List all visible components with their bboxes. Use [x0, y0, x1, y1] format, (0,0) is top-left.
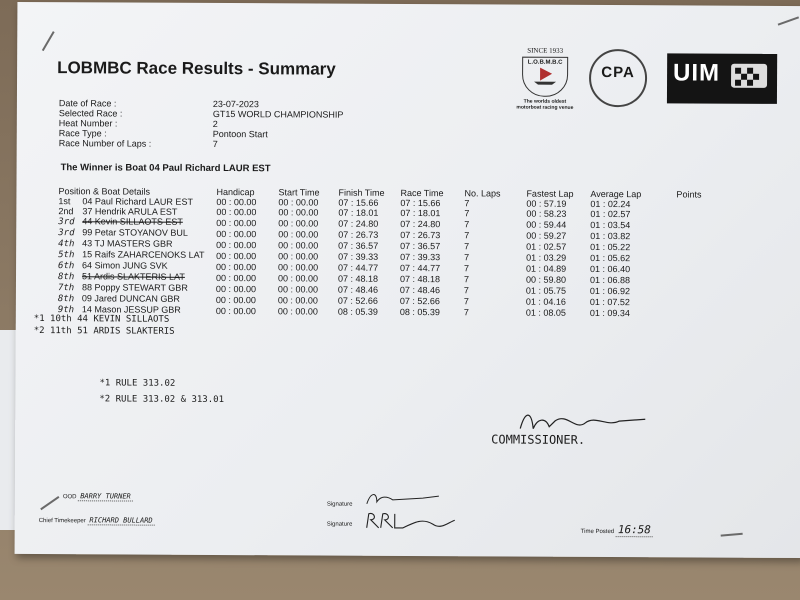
uim-logo: UIM [667, 53, 777, 104]
position-label: 8th [57, 294, 75, 305]
position-label: 2nd [58, 206, 74, 217]
laps-cell: 7 [464, 262, 470, 273]
handicap-cell: 00 : 00.00 [216, 250, 257, 261]
results-body [58, 196, 717, 318]
points-cell [676, 230, 716, 241]
boat-label: 51 Ardis SLAKTERIS LAT [81, 271, 185, 282]
laps-cell: 7 [464, 229, 470, 240]
fastest-cell: 01 : 04.89 [526, 263, 567, 274]
start-cell: 00 : 00.00 [278, 217, 319, 229]
boat-label: 15 Raifs ZAHARCENOKS LAT [82, 249, 205, 260]
points-cell [676, 274, 716, 285]
points-cell [676, 199, 716, 209]
staple-bottom-right [721, 533, 743, 537]
boat-flag-icon [530, 66, 560, 86]
finish-cell: 07 : 15.66 [338, 197, 379, 208]
finish-cell: 07 : 52.66 [337, 295, 378, 306]
boat-label: 44 Kevin SILLAOTS EST [82, 216, 183, 227]
handwritten-row-10: *1 10th 44 KEVIN SILLAOTS [33, 314, 170, 325]
col-header: Finish Time [338, 187, 385, 198]
start-cell: 00 : 00.00 [278, 239, 319, 251]
commissioner-label: COMMISSIONER. [491, 432, 586, 447]
col-header: Position & Boat Details [58, 186, 151, 197]
position-boat-cell [58, 282, 216, 294]
points-cell [676, 252, 716, 263]
handicap-cell: 00 : 00.00 [216, 228, 257, 239]
start-cell: 00 : 00.00 [278, 261, 319, 273]
position-label: 3rd [58, 217, 75, 228]
points-cell [676, 263, 716, 274]
fastest-cell: 00 : 58.23 [526, 208, 567, 219]
average-cell: 01 : 03.54 [590, 219, 631, 230]
position-label: 8th [57, 272, 75, 283]
average-cell: 01 : 06.40 [590, 263, 631, 274]
commissioner-signature [515, 409, 655, 436]
start-cell: 00 : 00.00 [277, 272, 319, 284]
meta-row: Race Type : Pontoon Start [58, 128, 268, 140]
col-header: Race Time [400, 187, 444, 199]
start-cell: 00 : 00.00 [277, 294, 318, 306]
race-cell: 07 : 26.73 [400, 229, 441, 240]
handicap-cell: 00 : 00.00 [216, 206, 257, 218]
time-posted: Time Posted 16:58 [580, 523, 651, 537]
handicap-cell: 00 : 00.00 [215, 283, 257, 294]
fastest-cell: 00 : 59.80 [525, 274, 567, 285]
finish-cell: 07 : 48.46 [337, 284, 379, 295]
start-cell: 00 : 00.00 [278, 197, 319, 208]
col-header: Start Time [278, 187, 320, 198]
lobmbc-logo: SINCE 1933 L.O.B.M.B.C The worlds oldest motorboat racing venue [516, 46, 574, 111]
results-table [58, 186, 717, 318]
ood-line: OOD BARRY TURNER [62, 492, 131, 501]
boat-label: 64 Simon JUNG SVK [82, 260, 168, 271]
fastest-cell: 00 : 59.44 [526, 219, 567, 230]
handicap-cell: 00 : 00.00 [215, 294, 256, 305]
laps-cell: 7 [464, 198, 470, 209]
signature-2 [363, 510, 459, 533]
col-header: Fastest Lap [526, 188, 574, 199]
laps-cell: 7 [463, 273, 470, 284]
laps-cell: 7 [463, 284, 469, 295]
handicap-cell: 00 : 00.00 [216, 217, 257, 228]
average-cell: 01 : 09.34 [589, 307, 630, 318]
handicap-cell: 00 : 00.00 [215, 272, 257, 283]
staple-top-left [42, 31, 55, 51]
boat-label: 88 Poppy STEWART GBR [81, 282, 188, 293]
boat-label: 14 Mason JESSUP GBR [81, 304, 181, 315]
position-label: 4th [58, 239, 75, 250]
fastest-cell: 01 : 05.75 [525, 285, 567, 296]
handwritten-note-2: *2 RULE 313.02 & 313.01 [99, 394, 225, 406]
col-header: Average Lap [590, 188, 642, 200]
finish-cell: 07 : 48.18 [337, 273, 379, 284]
signature-1 [363, 490, 443, 508]
position-label: 7th [57, 283, 75, 294]
boat-label: 37 Hendrik ARULA EST [82, 206, 178, 217]
average-cell: 01 : 06.92 [589, 285, 631, 296]
laps-cell: 7 [464, 251, 470, 262]
position-boat-cell [58, 227, 216, 239]
laps-cell: 7 [463, 295, 469, 306]
finish-cell: 08 : 05.39 [337, 306, 378, 317]
fastest-cell: 01 : 02.57 [526, 241, 567, 252]
average-cell: 01 : 05.22 [590, 241, 631, 252]
finish-cell: 07 : 26.73 [338, 229, 379, 240]
race-cell: 07 : 39.33 [400, 251, 441, 262]
boat-label: 99 Petar STOYANOV BUL [82, 227, 188, 238]
race-cell: 07 : 52.66 [399, 295, 440, 306]
cpa-logo: CPA [589, 49, 647, 107]
meta-row: Heat Number : 2 [58, 118, 218, 129]
handicap-cell: 00 : 00.00 [216, 239, 257, 250]
boat-label: 04 Paul Richard LAUR EST [82, 196, 193, 207]
start-cell: 00 : 00.00 [278, 228, 319, 240]
position-label: 9th [57, 305, 75, 316]
handwritten-note-1: *1 RULE 313.02 [99, 378, 176, 389]
meta-row: Race Number of Laps : 7 [58, 138, 218, 149]
boat-label: 43 TJ MASTERS GBR [82, 238, 173, 249]
average-cell: 01 : 02.57 [590, 208, 631, 220]
average-cell: 01 : 07.52 [589, 296, 630, 307]
position-label: 3rd [58, 228, 75, 239]
meta-row: Selected Race : GT15 WORLD CHAMPIONSHIP [58, 108, 344, 120]
fastest-cell: 00 : 59.27 [526, 230, 567, 241]
position-boat-cell [58, 238, 216, 250]
average-cell: 01 : 02.24 [590, 198, 631, 210]
fastest-cell: 01 : 08.05 [525, 307, 566, 318]
average-cell: 01 : 05.62 [590, 252, 631, 263]
checkered-flag-icon [731, 64, 767, 88]
points-cell [676, 209, 716, 219]
shield-icon: L.O.B.M.B.C [522, 57, 568, 97]
handicap-cell: 00 : 00.00 [216, 196, 257, 208]
finish-cell: 07 : 18.01 [338, 207, 379, 218]
position-boat-cell [58, 260, 216, 272]
average-cell: 01 : 03.82 [590, 230, 631, 241]
page-title: LOBMBC Race Results - Summary [57, 58, 336, 79]
points-cell [676, 241, 716, 252]
start-cell: 00 : 00.00 [278, 250, 319, 262]
race-cell: 07 : 44.77 [400, 262, 441, 273]
points-cell [676, 296, 716, 307]
col-header: No. Laps [464, 188, 501, 199]
points-cell [676, 285, 716, 296]
staple-top-right [778, 16, 799, 25]
points-cell [676, 307, 716, 318]
results-sheet [15, 2, 800, 558]
laps-cell: 7 [463, 306, 469, 317]
laps-cell: 7 [464, 240, 470, 251]
race-cell: 07 : 48.18 [399, 273, 441, 284]
boat-label: 09 Jared DUNCAN GBR [81, 293, 180, 304]
start-cell: 00 : 00.00 [277, 283, 319, 295]
race-cell: 08 : 05.39 [399, 306, 440, 317]
signature-line-1: Signature [326, 501, 353, 508]
laps-cell: 7 [464, 208, 470, 219]
fastest-cell: 01 : 03.29 [526, 252, 567, 263]
finish-cell: 07 : 44.77 [338, 262, 379, 273]
position-boat-cell [58, 216, 216, 228]
finish-cell: 07 : 39.33 [338, 251, 379, 262]
fastest-cell: 00 : 57.19 [526, 198, 567, 209]
position-boat-cell [58, 293, 216, 305]
staple-bottom-left [40, 496, 59, 510]
average-cell: 01 : 06.88 [589, 274, 631, 285]
start-cell: 00 : 00.00 [278, 207, 319, 218]
position-label: 5th [58, 250, 75, 261]
meta-row: Date of Race : 23-07-2023 [58, 98, 259, 110]
laps-cell: 7 [464, 218, 470, 229]
race-meta [59, 98, 344, 149]
winner-line: The Winner is Boat 04 Paul Richard LAUR EST [60, 162, 271, 175]
position-label: 6th [58, 261, 75, 272]
race-cell: 07 : 15.66 [400, 197, 441, 209]
handwritten-row-11: *2 11th 51 ARDIS SLAKTERIS [33, 326, 175, 337]
signature-line-2: Signature [326, 521, 353, 528]
position-boat-cell [58, 271, 216, 283]
handicap-cell: 00 : 00.00 [216, 261, 257, 272]
fastest-cell: 01 : 04.16 [525, 296, 566, 307]
start-cell: 00 : 00.00 [277, 305, 318, 317]
race-cell: 07 : 24.80 [400, 218, 441, 229]
race-cell: 07 : 36.57 [400, 240, 441, 251]
race-cell: 07 : 48.46 [399, 284, 441, 295]
col-header: Handicap [216, 186, 255, 198]
finish-cell: 07 : 24.80 [338, 218, 379, 229]
finish-cell: 07 : 36.57 [338, 240, 379, 251]
col-header: Points [676, 189, 702, 200]
points-cell [676, 219, 716, 230]
position-label: 1st [58, 196, 71, 207]
handicap-cell: 00 : 00.00 [215, 305, 256, 316]
race-cell: 07 : 18.01 [400, 207, 441, 219]
timekeeper-line: Chief Timekeeper RICHARD BULLARD [38, 516, 153, 525]
position-boat-cell [58, 249, 216, 261]
